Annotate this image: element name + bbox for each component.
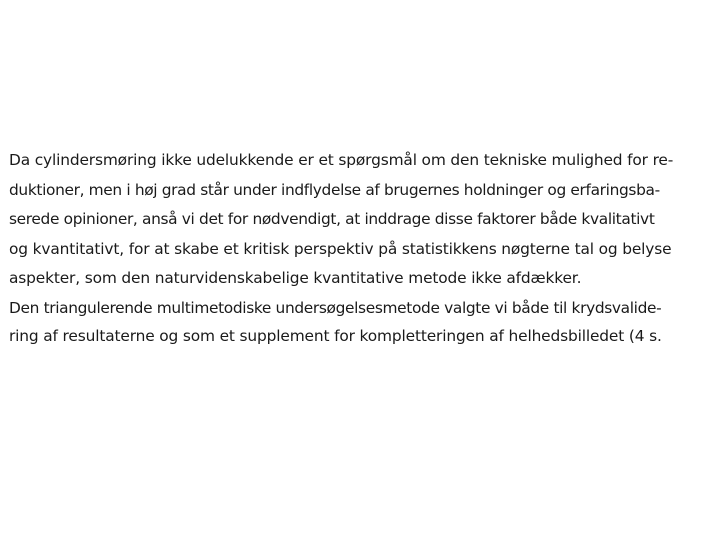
paragraph-line: duktioner, men i høj grad står under indflydelse af brugernes holdninger og erfaringsba- bbox=[9, 180, 660, 199]
paragraph-line: aspekter, som den naturvidenskabelige kvantitative metode ikke afdækker. bbox=[9, 269, 582, 288]
paragraph-line: Da cylindersmøring ikke udelukkende er et spørgsmål om den tekniske mulighed for re- bbox=[9, 151, 674, 169]
paragraph-line: og kvantitativt, for at skabe et kritisk perspektiv på statistikkens nøgterne tal og belyse bbox=[9, 239, 672, 258]
paragraph-1 bbox=[9, 146, 714, 294]
paragraph-line: ring af resultaterne og som et supplement for kompletteringen af helhedsbilledet (4 s. bbox=[9, 327, 662, 346]
paragraph-2 bbox=[9, 294, 714, 351]
body-text bbox=[9, 146, 714, 351]
paragraph-line: serede opinioner, anså vi det for nødvendigt, at inddrage disse faktorer både kvalitativt bbox=[9, 210, 655, 229]
paragraph-line: Den triangulerende multimetodiske undersøgelsesmetode valgte vi både til krydsvalide- bbox=[9, 298, 662, 317]
